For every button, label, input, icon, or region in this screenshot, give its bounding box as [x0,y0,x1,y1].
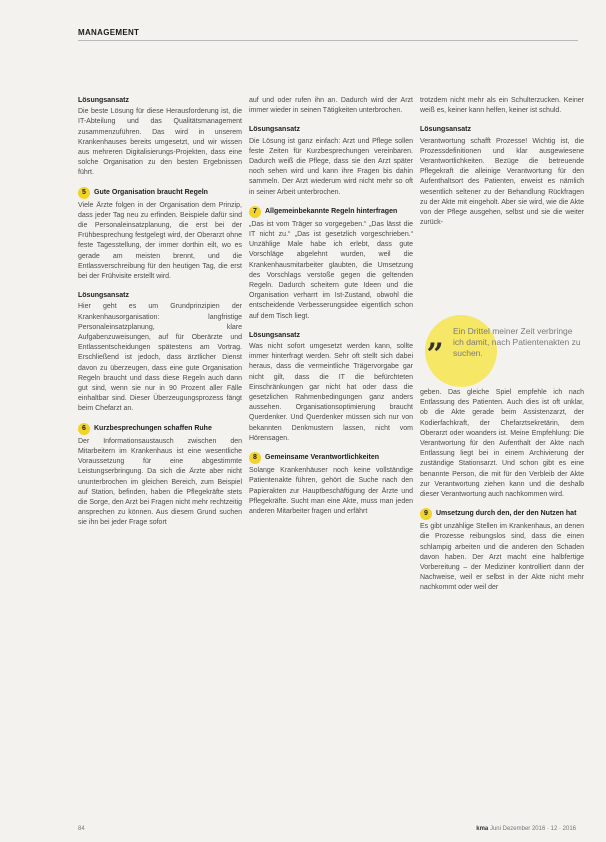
column-1 [78,96,242,538]
numbered-heading [78,424,242,435]
paragraph: trotzdem nicht mehr als ein Schulterzucken. Keiner weiß es, keiner kann helfen, keiner ist schuld. [420,97,584,115]
paragraph: Verantwortung schafft Prozesse! Wichtig ist, die Prozessdefinitionen und klar ausgewiesene Verantwortlichkeiten. Bezüge die betreuende Pflegekraft die alleinige Verantwortung für den Aufenthaltsort des Patienten, erweist es nämlich wesentlich seltener zu der Behandlung Rückfragen zu der Akte mit eingeholt. Aber sie wird, wie die Akte von der Pflege ausgehen, selbst und sie die weiter zurück- [420,137,584,227]
section-header: MANAGEMENT [78,28,140,37]
heading-text: Gute Organisation braucht Regeln [94,188,208,196]
section-number-badge: 5 [78,187,90,199]
column-2 [249,96,413,526]
paragraph: Solange Krankenhäuser noch keine vollständige Patientenakte führen, gehört die Suche nach den Papierakten zur Hauptbeschäftigung der Ärzte und Pflegekräfte. Sucht man eine Akte, muss man jeden anderen Mitarbeiter fragen und erfährt [249,467,413,515]
numbered-heading [249,453,413,464]
paragraph: geben. Das gleiche Spiel empfehle ich nach Entlassung des Patienten. Auch dies ist oft unklar, ob die Akte gerade beim Assistenzarzt, der Kodierfachkraft, der Chefarztsekretärin, dem Oberarzt oder woanders ist. Meine Empfehlung: Die Verantwortung für den Aufenthalt der Akte nach Entlassung liegt bei in einem Archivierung der zuständige Stationsarzt. Und schon gibt es eine benannte Person, die mit für den Verbleib der Akte zur Verantwortung ziehen kann und die deshalb dieser Verantwortung auch nachkommen wird. [420,389,584,499]
paragraph: Die Lösung ist ganz einfach: Arzt und Pflege sollen feste Zeiten für Kurzbesprechungen vereinbaren. Dadurch weiß die Pflege, dass sie den Arzt später noch sehen wird und kann ihre Fragen bis dahin sammeln. Der Arzt wiederum wird nicht mehr so oft in seiner Arbeit unterbrochen. [249,137,413,196]
paragraph: Hier geht es um Grundprinzipien der Krankenhausorganisation: langfristige Personaleinsatzplanung, klare Aufgabenzuweisungen, auf für Oberärzte und Entlassentscheidungen spätestens am Vortrag. Erschließend ist jedoch, dass ärztlicher Dienst davon zu überzeugen, dass eine gute Organisation Regeln braucht und dass diese Regeln auch dann gut sind, wenn sie nur in 90 Prozent aller Fälle einhaltbar sind. Dieser Überzeugungsprozess fängt beim Chefarzt an. [78,303,242,413]
quote-mark-icon: „ [427,320,445,355]
heading-text: Umsetzung durch den, der den Nutzen hat [436,510,577,518]
section-number-badge: 6 [78,423,90,435]
paragraph: Viele Ärzte folgen in der Organisation dem Prinzip, dass jeder Tag neu zu erfinden. Beispiele dafür sind die Personaleinsatzplanung, die erst bei der Frühbesprechung festgelegt wird, der Oberarzt ohne feste Tagesstellung, der immer dorthin eilt, wo es gerade am meisten brennt, und die Entlassverschreibung für den heutigen Tag, die erst bei der Frühvisite erstellt wird. [78,201,242,281]
section-number-badge: 9 [420,508,432,520]
numbered-heading [420,509,584,520]
subheading: Lösungsansatz [78,97,129,104]
column-3-top [420,96,584,237]
journal-issue: Juni Dezember 2016 · 12 · 2016 [489,826,576,832]
numbered-heading [249,207,413,218]
heading-text: Kurzbesprechungen schaffen Ruhe [94,424,212,432]
heading-text: Gemeinsame Verantwortlichkeiten [265,454,379,462]
subheading: Lösungsansatz [420,126,471,134]
header-rule [78,40,578,41]
subheading: Lösungsansatz [78,292,129,300]
paragraph: Es gibt unzählige Stellen im Krankenhaus, an denen die Prozesse reibungslos sind, dass die einen schlampig arbeiten und die anderen den Schaden davon haben. Der Arzt macht eine halbfertige Vorbereitung – der Mediziner kontrolliert dann der Nachweise, weil er selbst in der Akte nicht mehr nachkommt oder weil der [420,523,584,592]
journal-name: kma [476,826,489,832]
page-number: 84 [78,826,85,832]
quote-text: Ein Drittel meiner Zeit verbringe ich damit, nach Patientenakten zu suchen. [453,326,581,358]
footer-journal [476,826,576,832]
column-3-bottom [420,388,584,603]
paragraph: auf und oder rufen ihn an. Dadurch wird der Arzt immer wieder in seinen Tätigkeiten unterbrochen. [249,97,413,115]
subheading: Lösungsansatz [249,331,300,339]
heading-text: Allgemeinbekannte Regeln hinterfragen [265,207,398,215]
numbered-heading [78,188,242,199]
section-number-badge: 8 [249,452,261,464]
pull-quote [425,320,585,371]
section-number-badge: 7 [249,206,261,218]
paragraph: Die beste Lösung für diese Herausforderung ist, die IT-Abteilung und das Qualitätsmanagement zusammenzuführen. Das wird in unserem Krankenhauses bereits umgesetzt, und wir wissen aus mehreren Digitalisierungs-Projekten, dass eine solche Organisation zu den besten Ergebnissen führt. [78,108,242,177]
paragraph: Was nicht sofort umgesetzt werden kann, sollte immer hinterfragt werden. Sehr oft stellt sich dabei heraus, dass die vermeintliche Trägervorgabe gar nicht gilt, dass die IT die befürchteten Einschränkungen gar nicht hat oder dass die gesetzlichen Rahmenbedingungen ganz anders aussehen. Organisationsoptimierung braucht Querdenker. Und Querdenker müssen sich nur von bekannten Denkmustern lassen, nicht vom Hörensagen. [249,343,413,442]
subheading: Lösungsansatz [249,126,300,134]
paragraph: „Das ist vom Träger so vorgegeben.“ „Das lässt die IT nicht zu.“ „Das ist gesetzlich vorgeschrieben.“ Unzählige Male habe ich erlebt, dass gute Vorschläge abgelehnt wurden, weil die Krankenhausmitarbeiter glaubten, die Umsetzung des Vorschlags verstoße gegen die geltenden Regeln. Dadurch scheitern gute Ideen und die Organisation verharrt im Ist-Zustand, obwohl die entscheidende Verbesserungsidee eigentlich schon auf dem Tisch liegt. [249,220,413,320]
paragraph: Der Informationsaustausch zwischen den Mitarbeitern im Krankenhaus ist eine wesentliche Voraussetzung für eine abgestimmte Leistungserbringung. Da sich die Ärzte aber nicht ununterbrochen im gleichen Bereich, zum Beispiel auf Station, befinden, haben die Pflegekräfte stets die Sorge, den Arzt bei Fragen nicht mehr rechtzeitig ansprechen zu können. Aus diesem Grund suchen sie ihn bei jeder Frage sofort [78,437,242,527]
